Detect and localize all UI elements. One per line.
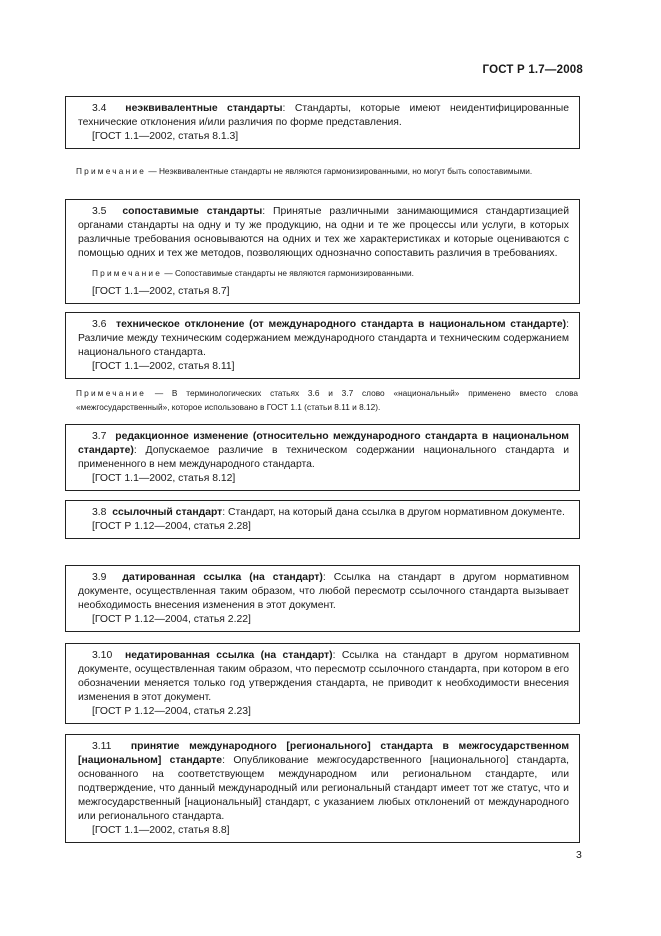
document-code: ГОСТ Р 1.7—2008	[482, 64, 583, 76]
term-entry-3-6	[65, 312, 580, 379]
entry-number: 3.11	[92, 741, 112, 752]
definition	[78, 649, 569, 705]
source-reference: [ГОСТ Р 1.12—2004, статья 2.23]	[92, 706, 251, 717]
entry-number: 3.6	[92, 319, 107, 330]
entry-number: 3.8	[92, 507, 107, 518]
definition-text: : Стандарт, на который дана ссылка в другом нормативном документе.	[222, 507, 565, 518]
term: принятие международного [регионального] стандарта в межгосударственном [национальном] стандарте	[78, 741, 569, 766]
term: датированная ссылка (на стандарт)	[122, 572, 323, 583]
term: неэквивалентные стандарты	[125, 103, 283, 114]
definition-text: : Допускаемое различие в техническом содержании национального стандарта и примененного в нем международного стандарта.	[78, 445, 569, 470]
definition	[78, 318, 569, 360]
definition	[78, 506, 569, 520]
definition-text: : Принятые различными занимающимися стандартизацией органами стандарты на одну и ту же продукцию, на одни и те же процессы или услуги, в которых различные требования основываются на одних и тех же характеристиках и которые оцениваются с помощью одних и тех же методов, позволяющих однозначно сопоставить различия в требованиях.	[78, 206, 569, 259]
page-number: 3	[576, 849, 582, 861]
term: техническое отклонение (от международного стандарта в национальном стандарте)	[115, 319, 567, 330]
definition-text: : Ссылка на стандарт в другом нормативном документе, осуществленная таким образом, что любой пересмотр ссылочного стандарта вызывает необходимость внесения изменения в этот документ.	[78, 572, 569, 611]
entry-number: 3.5	[92, 206, 107, 217]
term-entry-3-7	[65, 424, 580, 491]
term-entry-3-8	[65, 500, 580, 539]
inner-note	[78, 266, 569, 280]
note-label: Примечание	[76, 388, 147, 398]
source-reference: [ГОСТ Р 1.12—2004, статья 2.22]	[92, 614, 251, 625]
note-text: — В терминологических статьях 3.6 и 3.7 слово «национальный» применено вместо слова «межгосударственный», которое использовано в ГОСТ 1.1 (статьи 8.11 и 8.12).	[76, 388, 578, 412]
source-reference: [ГОСТ Р 1.12—2004, статья 2.28]	[92, 521, 251, 532]
source-reference: [ГОСТ 1.1—2002, статья 8.7]	[92, 286, 230, 297]
term-entry-3-4	[65, 96, 580, 149]
term-entry-3-5	[65, 199, 580, 304]
term: редакционное изменение (относительно международного стандарта в национальном стандарте)	[78, 431, 569, 456]
entry-number: 3.10	[92, 650, 113, 661]
definition-text: : Различие между техническим содержанием международного стандарта и техническим содержанием национального стандарта.	[78, 319, 569, 358]
entry-number: 3.4	[92, 103, 107, 114]
source-reference: [ГОСТ 1.1—2002, статья 8.12]	[92, 473, 236, 484]
term-entry-3-10	[65, 643, 580, 724]
source-reference: [ГОСТ 1.1—2002, статья 8.8]	[92, 825, 230, 836]
entry-number: 3.9	[92, 572, 107, 583]
note-label: Примечание	[76, 166, 147, 176]
term-entry-3-9	[65, 565, 580, 632]
note-3-4	[76, 164, 578, 178]
source-reference: [ГОСТ 1.1—2002, статья 8.11]	[92, 361, 235, 372]
definition	[78, 102, 569, 130]
note-text: — Сопоставимые стандарты не являются гармонизированными.	[162, 268, 414, 278]
term: сопоставимые стандарты	[122, 206, 263, 217]
note-3-6-3-7	[76, 386, 578, 414]
definition-text: : Опубликование межгосударственного [национального] стандарта, основанного на соответствующем международном или региональном стандарте, или подтверждение, что данный международный или региональный стандарт имеет тот же статус, что и межгосударственный [национальный] стандарт, с указанием любых отклонений от международного или регионального стандарта.	[78, 755, 569, 822]
note-text: — Неэквивалентные стандарты не являются гармонизированными, но могут быть сопоставимыми.	[146, 166, 533, 176]
source-reference: [ГОСТ 1.1—2002, статья 8.1.3]	[92, 131, 239, 142]
term: ссылочный стандарт	[112, 507, 223, 518]
term: недатированная ссылка (на стандарт)	[124, 650, 333, 661]
definition-text: : Стандарты, которые имеют неидентифицированные технические отклонения и/или различия по форме представления.	[78, 103, 569, 128]
note-label: Примечание	[92, 268, 163, 278]
term-entry-3-11	[65, 734, 580, 843]
definition	[78, 430, 569, 472]
definition	[78, 571, 569, 613]
definition	[78, 740, 569, 824]
definition	[78, 205, 569, 261]
definition-text: : Ссылка на стандарт в другом нормативном документе, осуществленная таким образом, что пересмотр ссылочного стандарта, при котором в его обозначении меняется только год утверждения стандарта, не приводит к необходимости внесения изменения в этот документ.	[78, 650, 570, 703]
entry-number: 3.7	[92, 431, 107, 442]
